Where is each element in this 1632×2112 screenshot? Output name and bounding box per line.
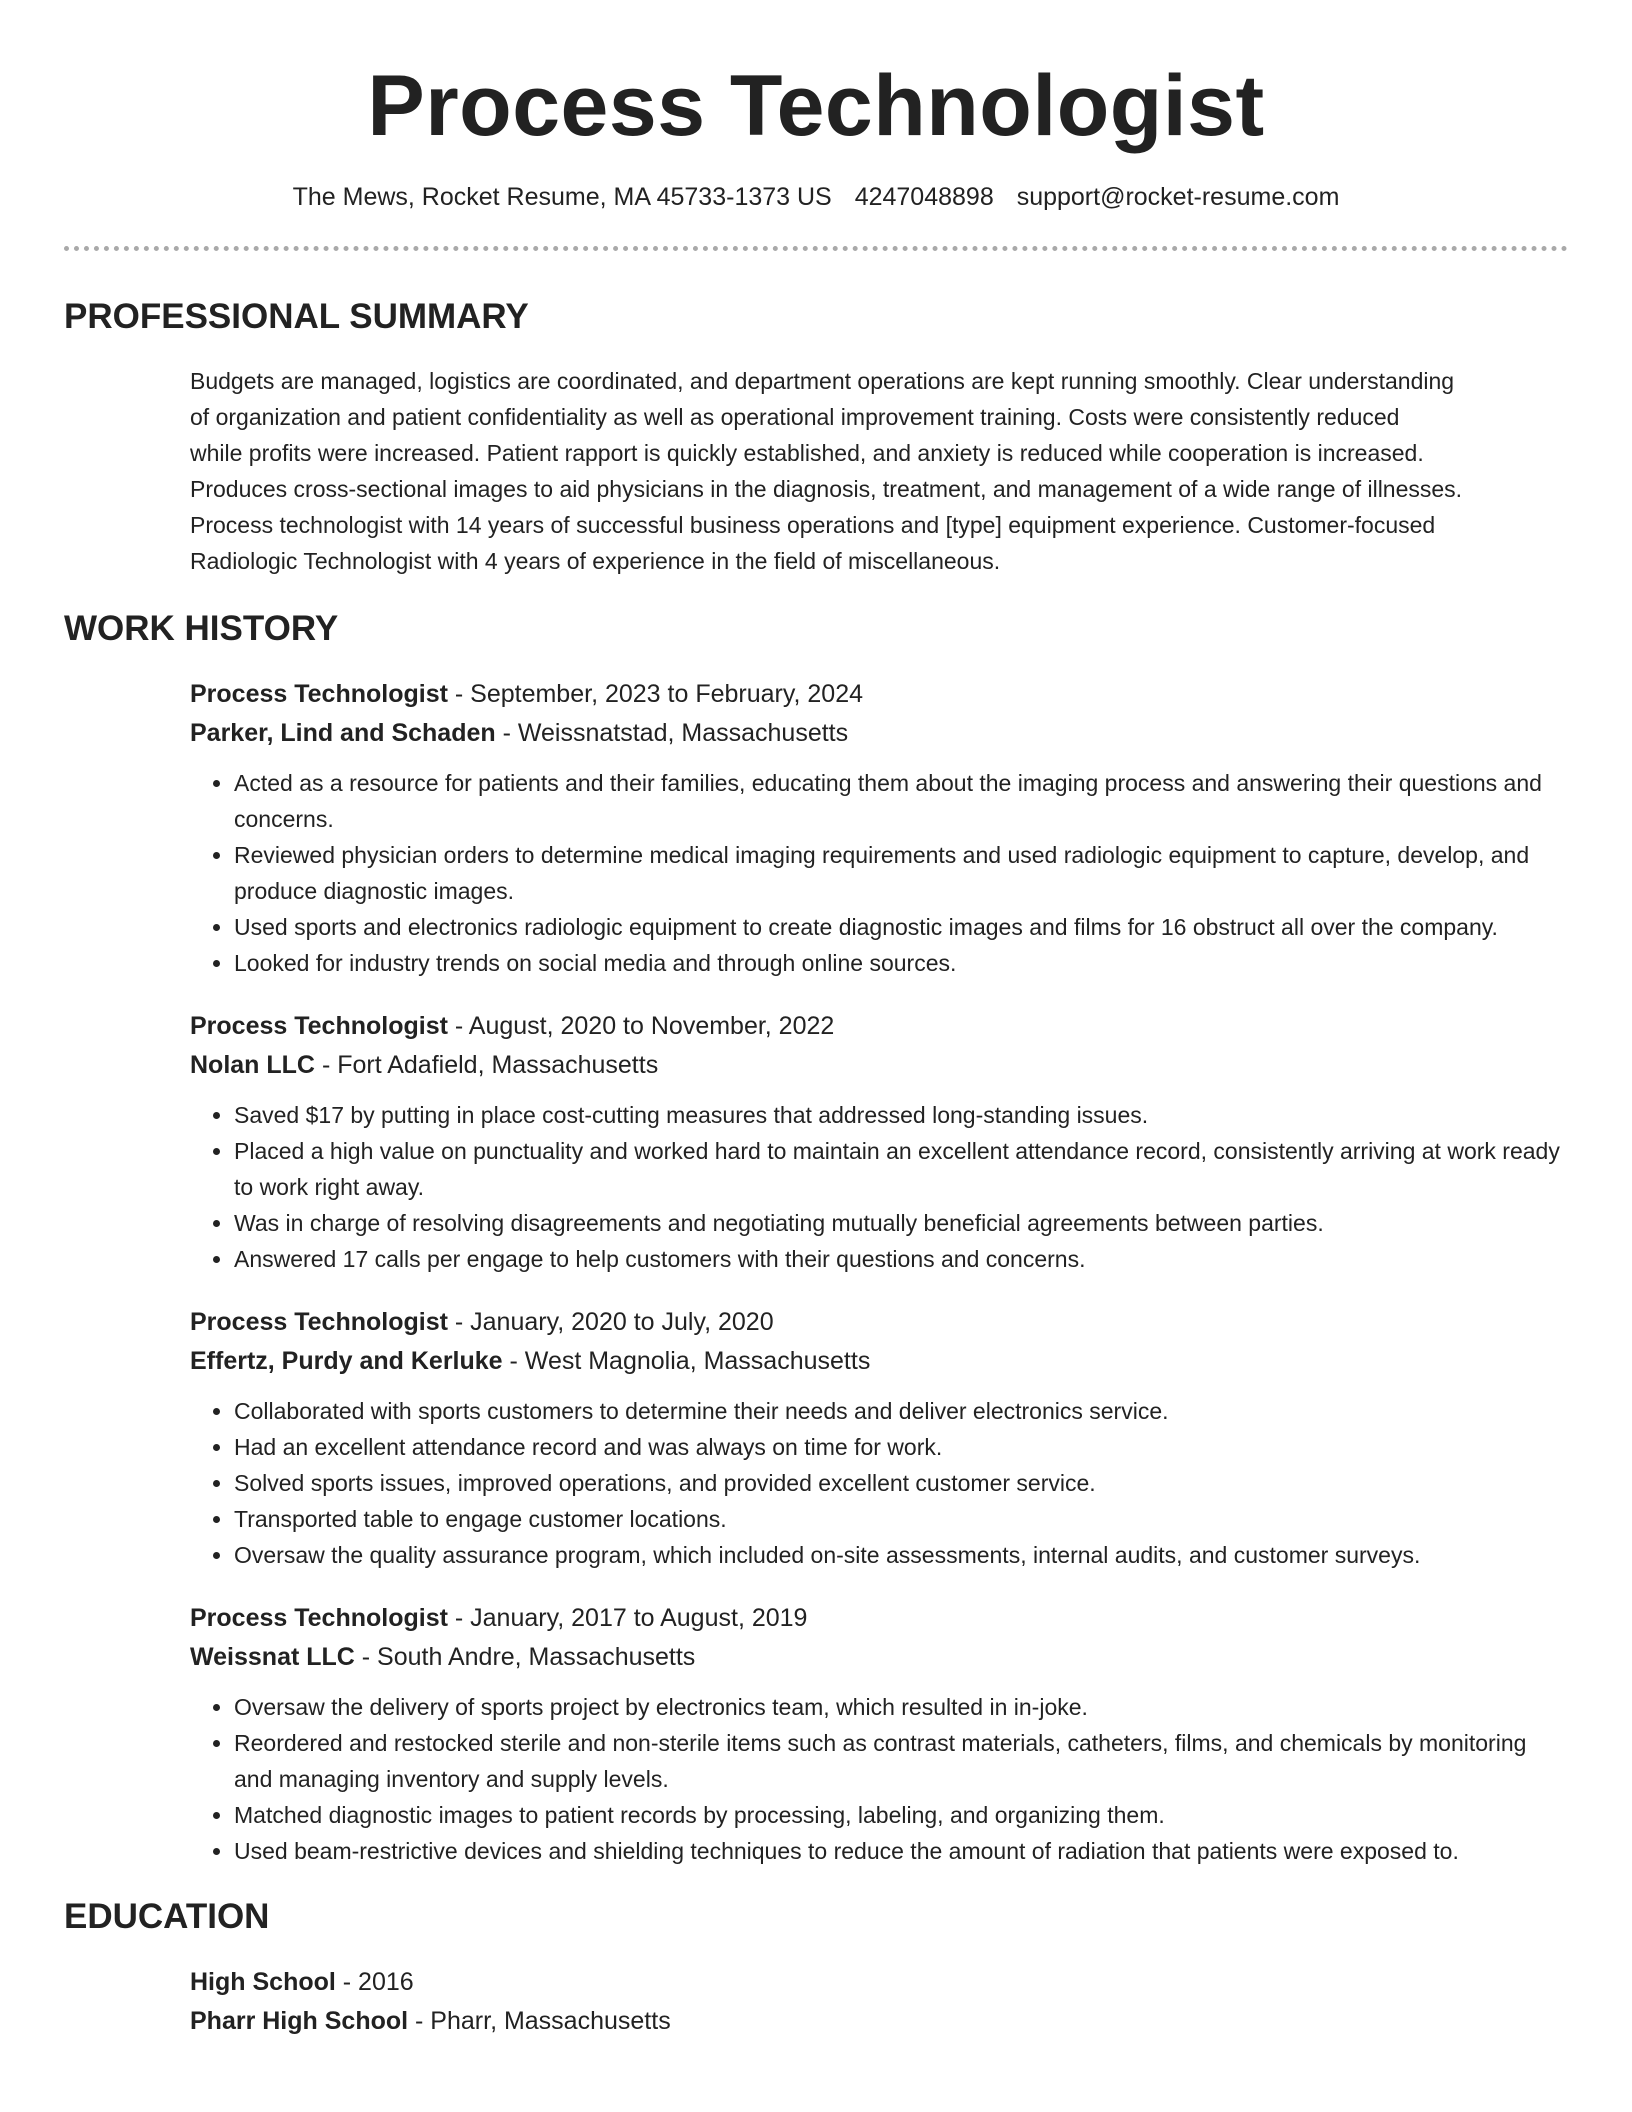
- job-bullet: • Reviewed physician orders to determine medical imaging requirements and used radiologic equipment to capture, develop, and produce diagnostic images.: [234, 837, 1568, 909]
- job-bullet: • Placed a high value on punctuality and worked hard to maintain an excellent attendance record, consistently arriving at work ready to work right away.: [234, 1133, 1568, 1205]
- job-bullet: • Answered 17 calls per engage to help customers with their questions and concerns.: [234, 1241, 1568, 1277]
- job-bullet-list: [190, 765, 1568, 981]
- job-entry: [190, 1599, 1568, 1869]
- job-bullet: • Solved sports issues, improved operations, and provided excellent customer service.: [234, 1465, 1568, 1501]
- job-dates: - January, 2020 to July, 2020: [447, 1308, 774, 1336]
- job-bullet: • Collaborated with sports customers to determine their needs and deliver electronics service.: [234, 1393, 1568, 1429]
- summary-line: Radiologic Technologist with 4 years of experience in the field of miscellaneous.: [190, 548, 1001, 574]
- job-role: Process Technologist: [190, 1604, 448, 1632]
- summary-line: of organization and patient confidentiality as well as operational improvement training. Costs were consistently reduced: [190, 404, 1400, 430]
- education-heading: EDUCATION: [64, 1897, 270, 1936]
- job-bullet: • Had an excellent attendance record and was always on time for work.: [234, 1429, 1568, 1465]
- job-title-line: [190, 1007, 1568, 1046]
- job-company-line: [190, 714, 1568, 753]
- job-bullet: • Was in charge of resolving disagreements and negotiating mutually beneficial agreements between parties.: [234, 1205, 1568, 1241]
- summary-line: Process technologist with 14 years of successful business operations and [type] equipment experience. Customer-focused: [190, 512, 1436, 538]
- job-bullet-list: [190, 1097, 1568, 1277]
- job-title-line: [190, 675, 1568, 714]
- summary-line: Produces cross-sectional images to aid physicians in the diagnosis, treatment, and management of a wide range of illnesses.: [190, 476, 1463, 502]
- job-bullet: • Transported table to engage customer locations.: [234, 1501, 1568, 1537]
- contact-email: support@rocket-resume.com: [1016, 183, 1340, 211]
- education-degree-line: [190, 1963, 1568, 2002]
- job-location: - South Andre, Massachusetts: [354, 1643, 696, 1671]
- work-history-heading: WORK HISTORY: [64, 609, 339, 648]
- job-bullet: • Oversaw the delivery of sports project by electronics team, which resulted in in-joke.: [234, 1689, 1568, 1725]
- job-bullet: • Used beam-restrictive devices and shielding techniques to reduce the amount of radiation that patients were exposed to.: [234, 1833, 1568, 1869]
- job-role: Process Technologist: [190, 1308, 448, 1336]
- job-role: Process Technologist: [190, 1012, 448, 1040]
- summary-heading: PROFESSIONAL SUMMARY: [64, 297, 529, 336]
- job-company-line: [190, 1342, 1568, 1381]
- education-year: - 2016: [335, 1968, 414, 1996]
- education-degree: High School: [190, 1968, 336, 1996]
- job-bullet: • Matched diagnostic images to patient records by processing, labeling, and organizing them.: [234, 1797, 1568, 1833]
- job-bullet-list: [190, 1689, 1568, 1869]
- job-bullet: • Oversaw the quality assurance program, which included on-site assessments, internal audits, and customer surveys.: [234, 1537, 1568, 1573]
- job-dates: - August, 2020 to November, 2022: [447, 1012, 835, 1040]
- job-entry: [190, 1303, 1568, 1573]
- summary-text: [190, 363, 1568, 579]
- job-location: - Weissnatstad, Massachusetts: [495, 719, 849, 747]
- contact-address: The Mews, Rocket Resume, MA 45733-1373 US: [292, 183, 832, 211]
- job-bullet: • Reordered and restocked sterile and non-sterile items such as contrast materials, catheters, films, and chemicals by monitoring and managing inventory and supply levels.: [234, 1725, 1568, 1797]
- job-company: Weissnat LLC: [190, 1643, 355, 1671]
- job-entry: [190, 675, 1568, 981]
- job-location: - West Magnolia, Massachusetts: [502, 1347, 871, 1375]
- job-location: - Fort Adafield, Massachusetts: [315, 1051, 659, 1079]
- job-role: Process Technologist: [190, 680, 448, 708]
- job-company-line: [190, 1046, 1568, 1085]
- job-entry: [190, 1007, 1568, 1277]
- job-bullet: • Used sports and electronics radiologic equipment to create diagnostic images and films for 16 obstruct all over the company.: [234, 909, 1568, 945]
- job-bullet: • Looked for industry trends on social media and through online sources.: [234, 945, 1568, 981]
- resume-name: Process Technologist: [367, 58, 1265, 154]
- job-company: Parker, Lind and Schaden: [190, 719, 496, 747]
- job-company-line: [190, 1638, 1568, 1677]
- header-divider: [64, 246, 1568, 251]
- job-dates: - September, 2023 to February, 2024: [447, 680, 864, 708]
- summary-line: while profits were increased. Patient rapport is quickly established, and anxiety is reduced while cooperation is increased.: [190, 440, 1424, 466]
- summary-line: Budgets are managed, logistics are coordinated, and department operations are kept running smoothly. Clear understanding: [190, 368, 1455, 394]
- job-company: Effertz, Purdy and Kerluke: [190, 1347, 503, 1375]
- job-title-line: [190, 1303, 1568, 1342]
- education-school-line: [190, 2002, 1568, 2041]
- contact-line: [64, 182, 1568, 212]
- job-bullet: • Acted as a resource for patients and their families, educating them about the imaging process and answering their questions and concerns.: [234, 765, 1568, 837]
- job-bullet: • Saved $17 by putting in place cost-cutting measures that addressed long-standing issues.: [234, 1097, 1568, 1133]
- education-entry: [190, 1963, 1568, 2041]
- job-bullet-list: [190, 1393, 1568, 1573]
- education-school: Pharr High School: [190, 2007, 409, 2035]
- job-company: Nolan LLC: [190, 1051, 315, 1079]
- education-location: - Pharr, Massachusetts: [408, 2007, 671, 2035]
- job-dates: - January, 2017 to August, 2019: [447, 1604, 808, 1632]
- contact-phone: 4247048898: [854, 183, 994, 211]
- job-title-line: [190, 1599, 1568, 1638]
